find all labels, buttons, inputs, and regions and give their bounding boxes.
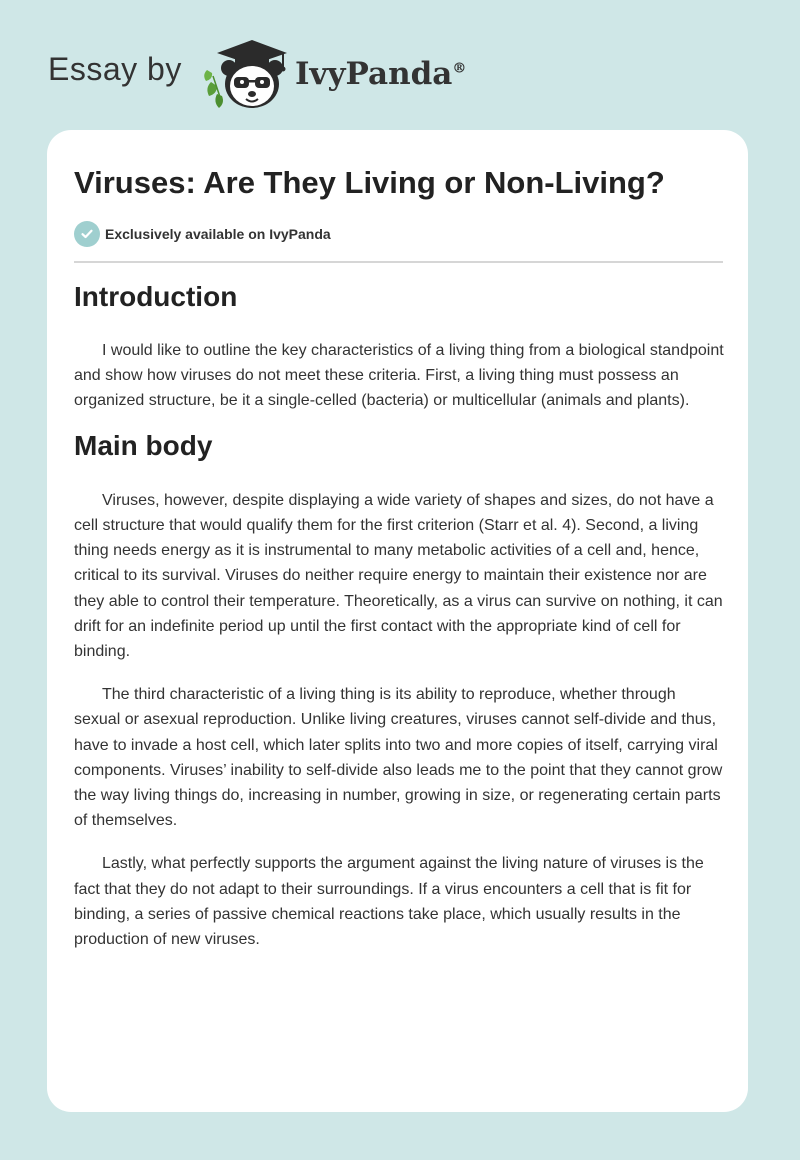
- panda-logo-icon: [203, 36, 293, 112]
- essay-content: [74, 280, 724, 952]
- title-divider: [74, 261, 723, 263]
- essay-title: Viruses: Are They Living or Non-Living?: [74, 165, 665, 200]
- exclusive-badge-label: Exclusively available on IvyPanda: [105, 226, 331, 242]
- brand-essay-by: Essay by: [48, 51, 182, 87]
- essay-card: [47, 130, 748, 1112]
- brand-name: [295, 56, 466, 92]
- check-circle-icon: [74, 221, 100, 247]
- section-heading-main-body: Main body: [74, 430, 213, 462]
- section-heading-introduction: Introduction: [74, 281, 238, 312]
- paragraph: Viruses, however, despite displaying a wide variety of shapes and sizes, do not have a cell structure that would qualify them for the first criterion (Starr et al. 4). Second, a living thing needs energy as it is instrumental to many metabolic activities of a cell and, hence, critical to its survival. Viruses do neither require energy to maintain their existence nor are they able to control their temperature. Theoretically, as a virus can survive on nothing, it can drift for an indefinite period up until the first contact with the appropriate kind of cell for binding.: [74, 491, 723, 661]
- exclusive-badge: [74, 221, 331, 247]
- paragraph: The third characteristic of a living thing is its ability to reproduce, whether through sexual or asexual reproduction. Unlike living creatures, viruses cannot self-divide and thus, have to invade a host cell, which later splits into two and more copies of itself, carrying viral components. Viruses’ inability to self-divide also leads me to the point that they cannot grow the way living things do, increasing in number, growing in size, or regenerating certain parts of themselves.: [74, 686, 723, 830]
- paragraph: I would like to outline the key characteristics of a living thing from a biological standpoint and show how viruses do not meet these criteria. First, a living thing must possess an organized structure, be it a single-celled (bacteria) or multicellular (animals and plants).: [74, 341, 724, 409]
- brand-name-text: IvyPanda: [295, 56, 453, 92]
- brand-header: [48, 34, 528, 114]
- registered-mark: ®: [452, 60, 467, 77]
- paragraph: Lastly, what perfectly supports the argument against the living nature of viruses is the fact that they do not adapt to their surroundings. If a virus encounters a cell that is fit for binding, a series of passive chemical reactions take place, which usually results in the production of new viruses.: [74, 855, 704, 949]
